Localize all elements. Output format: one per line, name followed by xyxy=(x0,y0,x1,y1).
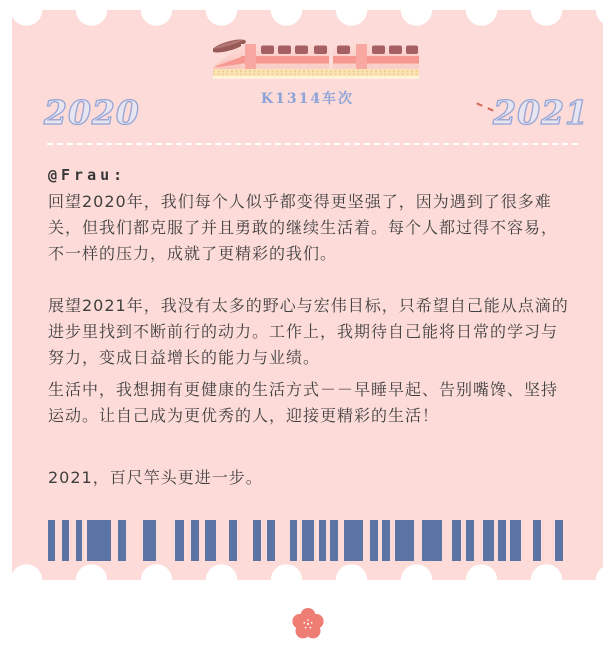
plum-blossom-icon xyxy=(292,608,324,640)
train-icon xyxy=(213,36,419,80)
recipient-line: @Frau: xyxy=(48,166,127,184)
message-block xyxy=(48,166,572,491)
year-2021-label: 2021 xyxy=(493,93,589,132)
paragraph-lifestyle: 生活中，我想拥有更健康的生活方式－－早睡早起、告别嘴馋、坚持运动。让自己成为更优秀的人，迎接更精彩的生活！ xyxy=(48,380,559,425)
barcode xyxy=(48,520,563,561)
year-2020-label: 2020 xyxy=(44,93,140,132)
paragraph-closing: 2021，百尺竿头更进一步。 xyxy=(48,468,263,487)
dashed-divider xyxy=(47,143,578,145)
paragraph-review-2020: 回望2020年，我们每个人似乎都变得更坚强了，因为遇到了很多难关，但我们都克服了并且勇敢的继续生活着。每个人都过得不容易，不一样的压力，成就了更精彩的我们。 xyxy=(48,192,559,263)
train-number-label: K1314车次 xyxy=(260,91,355,107)
ticket-card xyxy=(12,10,603,580)
scallop-edge-top xyxy=(12,10,603,27)
paragraph-outlook-2021: 展望2021年，我没有太多的野心与宏伟目标，只希望自己能从点滴的进步里找到不断前行的动力。工作上，我期待自己能将日常的学习与努力，变成日益增长的能力与业绩。 xyxy=(48,296,569,367)
scallop-edge-bottom xyxy=(12,563,603,580)
